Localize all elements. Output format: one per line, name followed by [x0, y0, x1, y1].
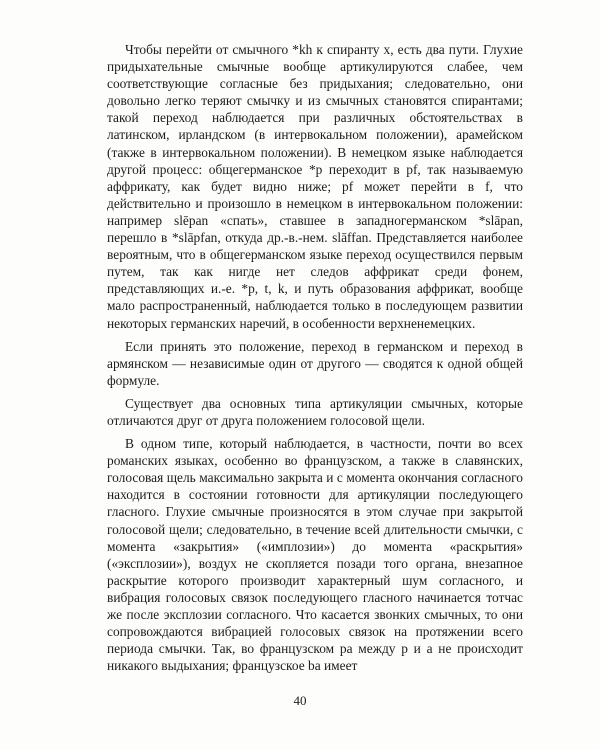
- paragraph-1: Чтобы перейти от смычного *kh к спиранту x, есть два пути. Глухие придыхательные смычные вообще артикулируются слабее, чем соответствующие согласные без придыхания; следовательно, они довольно легко теряют смычку и из смычных становятся спирантами; такой переход наблюдается при различных обстоятельствах в латинском, ирландском (в интервокальном положении), арамейском (также в интервокальном положении). В немецком языке наблюдается другой процесс: общегерманское *p переходит в pf, так называемую аффрикату, как будет видно ниже; pf может перейти в f, что действительно и произошло в немецком в интервокальном положении: например slēpan «спать», ставшее в западногерманском *slāpan, перешло в *slāpfan, откуда др.-в.-нем. slāffan. Представляется наиболее вероятным, что в общегерманском языке переход осуществился первым путем, так как нигде нет следов аффрикат среди фонем, представляющих и.-е. *p, t, k, и путь образования аффрикат, вообще мало распространенный, наблюдается только в последующем развитии некоторых германских наречий, в особенности верхненемецких.: [107, 42, 523, 331]
- paragraph-4: В одном типе, который наблюдается, в частности, почти во всех романских языках, особенно во французском, а также в славянских, голосовая щель максимально закрыта и с момента окончания согласного находится в состоянии готовности для артикуляции последующего гласного. Глухие смычные произносятся в этом случае при закрытой голосовой щели; следовательно, в течение всей длительности смычки, с момента «закрытия» («имплозии») до момента «раскрытия» («эксплозии»), воздух не скопляется позади того органа, внезапное раскрытие которого производит характерный шум согласного, и вибрация голосовых связок последующего гласного начинается тотчас же после эксплозии согласного. Что касается звонких смычных, то они сопровождаются вибрацией голосовых связок на протяжении всего периода смычки. Так, во французском pa между p и a не происходит никакого выдыхания; французское ba имеет: [107, 436, 523, 674]
- body-text: [107, 41, 523, 680]
- page-number: 40: [293, 693, 307, 708]
- paragraph-2: Если принять это положение, переход в германском и переход в армянском — независимые один от другого — сводятся к одной общей формуле.: [107, 338, 523, 388]
- paragraph-3: Существует два основных типа артикуляции смычных, которые отличаются друг от друга положением голосовой щели.: [107, 395, 523, 428]
